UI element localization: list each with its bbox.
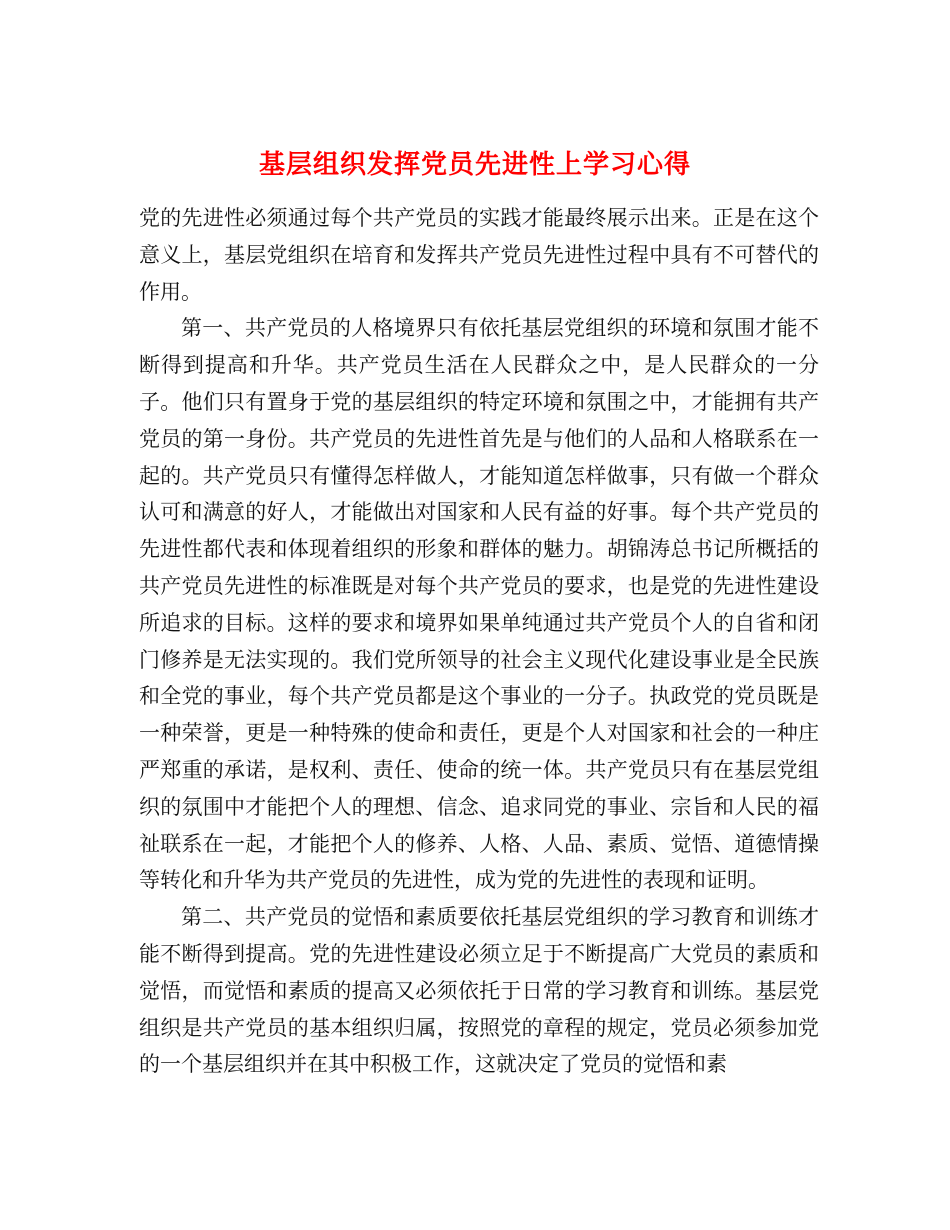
paragraph-second-point: 第二、共产党员的觉悟和素质要依托基层党组织的学习教育和训练才能不断得到提高。党的先进性建设必须立足于不断提高广大党员的素质和觉悟，而觉悟和素质的提高又必须依托于日常的学习教育和训练。基层党组织是共产党员的基本组织归属，按照党的章程的规定，党员必须参加党的一个基层组织并在其中积极工作，这就决定了党员的觉悟和素 — [139, 905, 819, 1077]
paragraph-first-point: 第一、共产党员的人格境界只有依托基层党组织的环境和氛围才能不断得到提高和升华。共产党员生活在人民群众之中，是人民群众的一分子。他们只有置身于党的基层组织的特定环境和氛围之中，才能拥有共产党员的第一身份。共产党员的先进性首先是与他们的人品和人格联系在一起的。共产党员只有懂得怎样做人，才能知道怎样做事，只有做一个群众认可和满意的好人，才能做出对国家和人民有益的好事。每个共产党员的先进性都代表和体现着组织的形象和群体的魅力。胡锦涛总书记所概括的共产党员先进性的标准既是对每个共产党员的要求，也是党的先进性建设所追求的目标。这样的要求和境界如果单纯通过共产党员个人的自省和闭门修养是无法实现的。我们党所领导的社会主义现代化建设事业是全民族和全党的事业，每个共产党员都是这个事业的一分子。执政党的党员既是一种荣誉，更是一种特殊的使命和责任，更是个人对国家和社会的一种庄严郑重的承诺，是权利、责任、使命的统一体。共产党员只有在基层党组织的氛围中才能把个人的理想、信念、追求同党的事业、宗旨和人民的福祉联系在一起，才能把个人的修养、人格、人品、素质、觉悟、道德情操等转化和升华为共产党员的先进性，成为党的先进性的表现和证明。 — [139, 316, 819, 893]
document-body — [139, 200, 819, 1083]
document-title: 基层组织发挥党员先进性上学习心得 — [258, 150, 691, 181]
paragraph-intro: 党的先进性必须通过每个共产党员的实践才能最终展示出来。正是在这个意义上，基层党组织在培育和发挥共产党员先进性过程中具有不可替代的作用。 — [139, 206, 819, 304]
